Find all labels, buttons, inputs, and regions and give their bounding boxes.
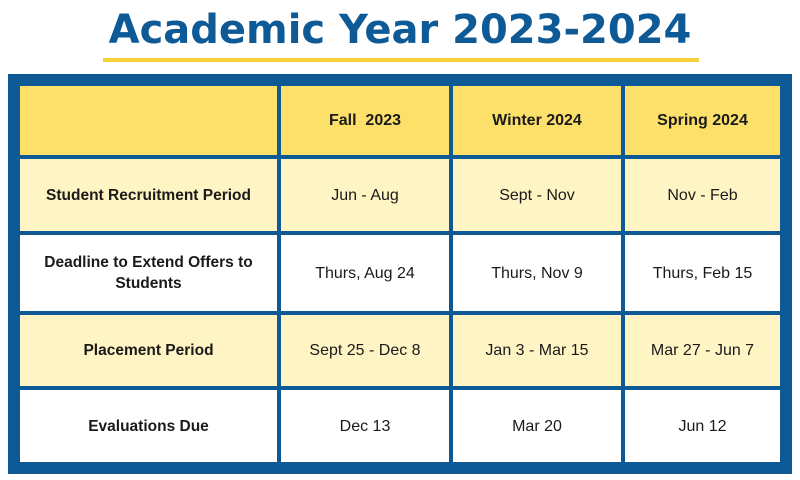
table-cell: Thurs, Aug 24 bbox=[281, 235, 449, 311]
title-underline bbox=[103, 58, 699, 62]
row-label-offer-deadline: Deadline to Extend Offers to Students bbox=[20, 235, 277, 311]
page-title: Academic Year 2023-2024 bbox=[108, 7, 692, 53]
table-cell: Mar 27 - Jun 7 bbox=[625, 315, 780, 386]
header-fall-2023: Fall 2023 bbox=[281, 86, 449, 155]
header-corner-cell bbox=[20, 86, 277, 155]
table-cell: Thurs, Nov 9 bbox=[453, 235, 621, 311]
table-cell: Jun 12 bbox=[625, 390, 780, 462]
header-winter-2024: Winter 2024 bbox=[453, 86, 621, 155]
table-cell: Dec 13 bbox=[281, 390, 449, 462]
header-spring-2024: Spring 2024 bbox=[625, 86, 780, 155]
row-label-evaluations-due: Evaluations Due bbox=[20, 390, 277, 462]
table-cell: Jan 3 - Mar 15 bbox=[453, 315, 621, 386]
schedule-table bbox=[8, 74, 792, 474]
row-label-placement-period: Placement Period bbox=[20, 315, 277, 386]
table-cell: Sept 25 - Dec 8 bbox=[281, 315, 449, 386]
table-cell: Nov - Feb bbox=[625, 159, 780, 231]
table-cell: Jun - Aug bbox=[281, 159, 449, 231]
table-cell: Mar 20 bbox=[453, 390, 621, 462]
table-cell: Thurs, Feb 15 bbox=[625, 235, 780, 311]
row-label-recruitment-period: Student Recruitment Period bbox=[20, 159, 277, 231]
table-cell: Sept - Nov bbox=[453, 159, 621, 231]
